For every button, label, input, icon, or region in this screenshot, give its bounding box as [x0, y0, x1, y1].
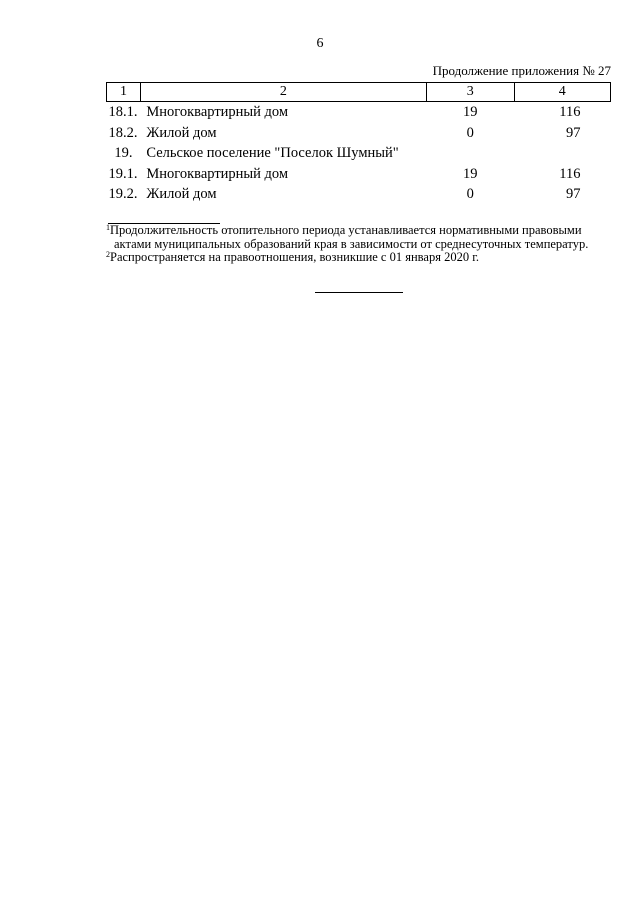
header-col-2: 2 [140, 83, 426, 102]
row-name: Многоквартирный дом [146, 165, 289, 182]
row-value-col-4: 97 [566, 124, 581, 141]
table-header-row [107, 83, 611, 102]
footnote-2 [106, 251, 612, 265]
table-row [107, 184, 611, 205]
header-col-1: 1 [107, 83, 141, 102]
table-row [107, 102, 611, 123]
footnote-marker: 1 [106, 223, 110, 232]
footnote-marker: 2 [106, 250, 110, 259]
row-name: Многоквартирный дом [146, 104, 289, 120]
header-col-4: 4 [514, 83, 611, 102]
row-value-col-3: 0 [466, 186, 474, 202]
row-value-col-4: 116 [559, 104, 581, 120]
section-name: Сельское поселение "Поселок Шумный" [146, 145, 399, 161]
row-value-col-3: 0 [466, 124, 474, 141]
row-number: 18.2. [108, 124, 138, 141]
footnote-1 [106, 224, 612, 251]
row-value-col-3: 19 [462, 165, 478, 182]
footnote-text: Продолжительность отопительного периода устанавливается нормативными правовыми [110, 223, 582, 237]
table-row [107, 123, 611, 144]
row-value-col-3: 19 [462, 104, 478, 120]
row-name: Жилой дом [146, 186, 217, 202]
header-col-3: 3 [426, 83, 514, 102]
footnotes [106, 224, 612, 265]
row-name: Жилой дом [146, 124, 217, 141]
end-of-document-line [315, 292, 403, 293]
row-number: 19.2. [108, 186, 138, 202]
data-table [106, 82, 611, 205]
row-value-col-4: 116 [559, 165, 581, 182]
appendix-caption: Продолжение приложения № 27 [432, 63, 611, 78]
row-number: 18.1. [108, 104, 138, 120]
footnote-text-continued: актами муниципальных образований края в зависимости от среднесуточных температур. [114, 236, 589, 251]
row-number: 19.1. [108, 165, 138, 182]
page-number: 6 [316, 36, 324, 51]
row-value-col-4: 97 [566, 186, 581, 202]
row-value-col-3 [426, 143, 514, 164]
section-number: 19. [114, 145, 133, 161]
table-row [107, 164, 611, 185]
table-section-row [107, 143, 611, 164]
footnote-text: Распространяется на правоотношения, возникшие с 01 января 2020 г. [110, 250, 480, 264]
row-value-col-4 [514, 143, 611, 164]
